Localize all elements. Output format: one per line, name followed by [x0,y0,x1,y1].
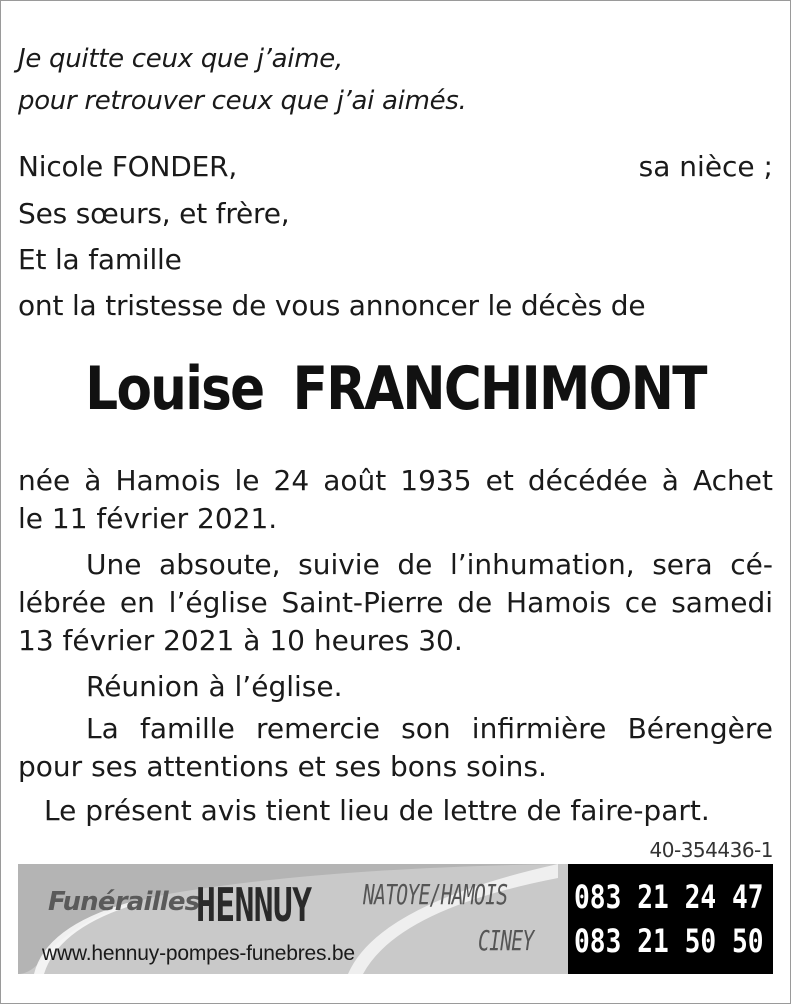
absoute-line-3: 13 février 2021 à 10 heures 30. [18,624,463,657]
poem-line-1: Je quitte ceux que j’aime, [18,44,343,74]
family-relation: sa nièce ; [638,150,773,183]
phone-number-1[interactable]: 083 21 24 47 [574,878,764,916]
reference-number: 40-354436-1 [649,838,773,862]
notice-line: Le présent avis tient lieu de lettre de faire-part. [44,794,710,827]
deceased-name [55,354,735,424]
family-line-1: Nicole FONDER, [18,150,238,183]
absoute-line-2: lébrée en l’église Saint-Pierre de Hamois ce samedi [18,586,773,619]
deceased-last-name: FRANCHIMONT [292,354,706,424]
announcement-line: ont la tristesse de vous annoncer le décès de [18,289,646,322]
deceased-first-name: Louise [85,354,264,424]
phone-box [568,864,773,974]
epitaph-poem [18,38,467,122]
funeral-home-banner [18,864,773,974]
thanks-line-2: pour ses attentions et ses bons soins. [18,750,547,783]
website-link[interactable]: www.hennuy-pompes-funebres.be [42,942,355,965]
birth-line-2: le 11 février 2021. [18,502,278,535]
brand-logo: HENNUY [196,878,312,932]
birth-line-1: née à Hamois le 24 août 1935 et décédée à Achet [18,464,773,497]
poem-line-2: pour retrouver ceux que j’ai aimés. [18,86,467,116]
absoute-line-1: Une absoute, suivie de l’inhumation, sera cé- [86,548,773,581]
funerailles-label: Funérailles [48,887,200,917]
thanks-line-1: La famille remercie son infirmière Bérengère [86,712,773,745]
reunion-line: Réunion à l’église. [86,670,343,703]
family-line-2: Ses sœurs, et frère, [18,197,290,230]
location-natoye-hamois: NATOYE/HAMOIS [363,878,508,911]
phone-number-2[interactable]: 083 21 50 50 [574,922,764,960]
location-ciney: CINEY [478,924,534,957]
family-line-3: Et la famille [18,243,182,276]
